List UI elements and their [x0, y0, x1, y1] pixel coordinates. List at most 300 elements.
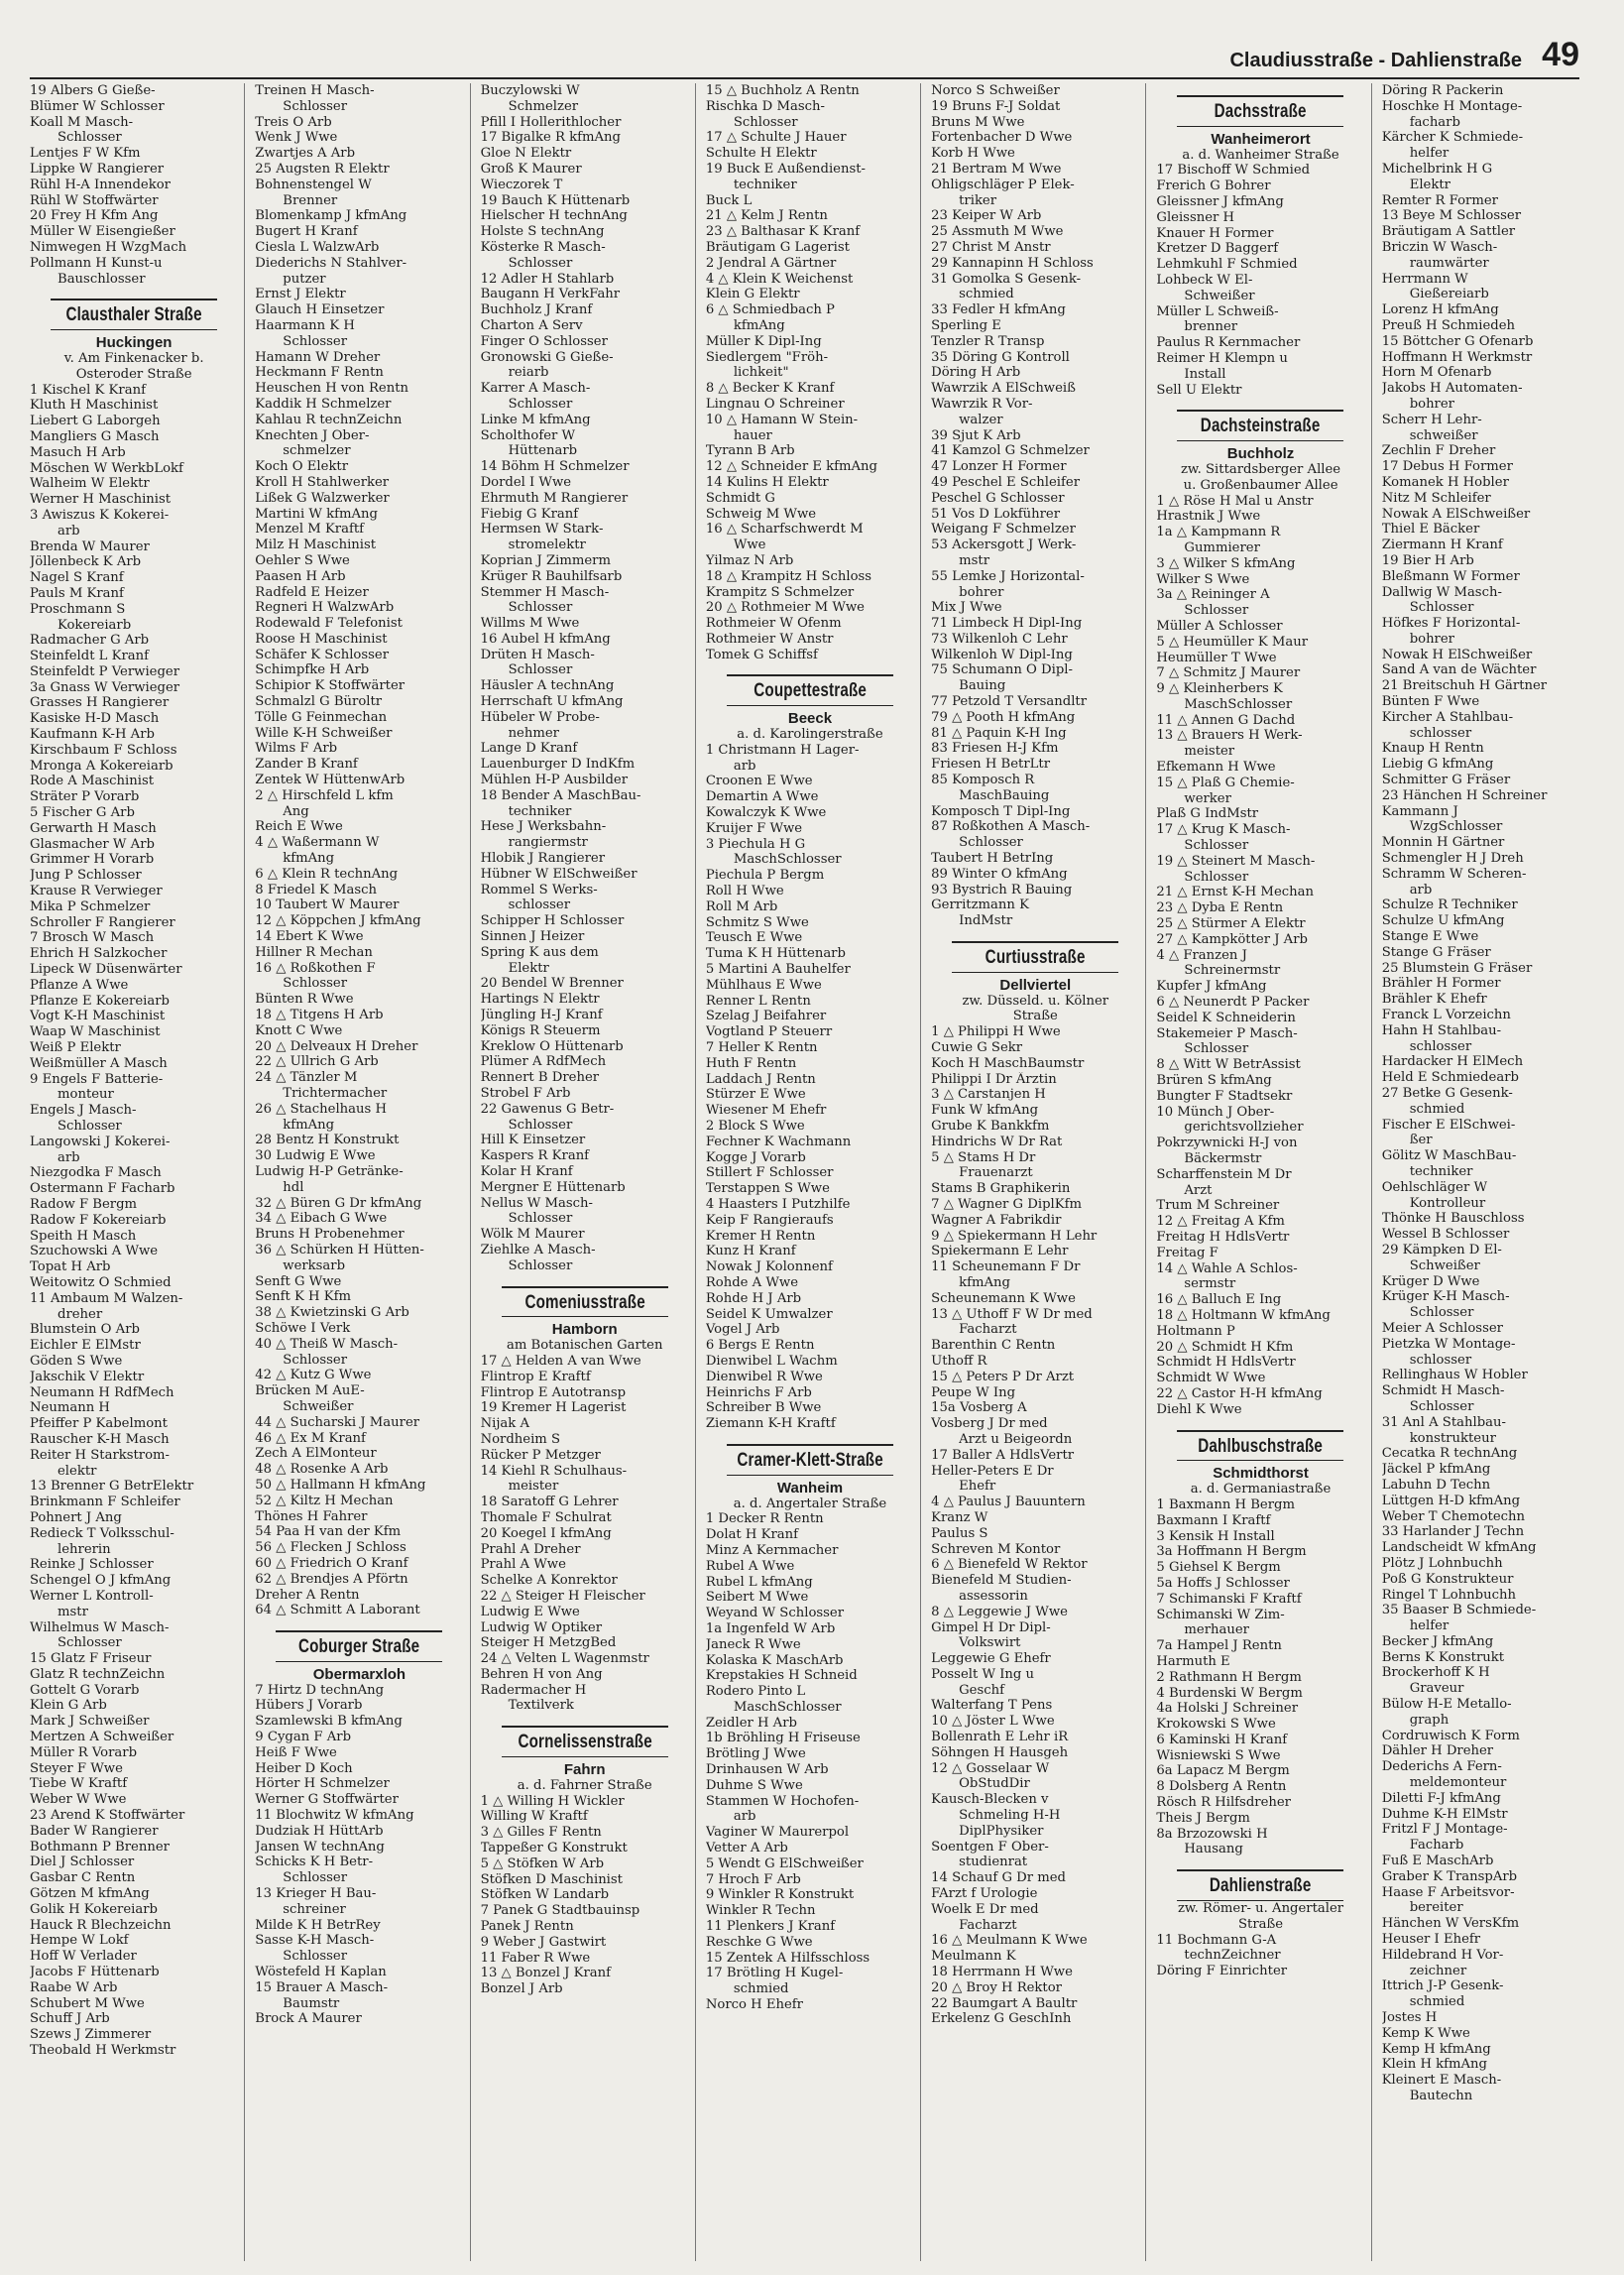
resident-entry: 89 Winter O kfmAng	[931, 866, 1068, 882]
resident-entry: Lange D Kranf	[480, 741, 578, 757]
entry-continuation: schmied	[1409, 1101, 1465, 1117]
resident-entry: Buchholz J Kranf	[480, 302, 593, 318]
entry-continuation: arb	[733, 1809, 756, 1825]
resident-entry: Walterfang T Pens	[931, 1698, 1053, 1714]
resident-entry: Jostes H	[1381, 2010, 1438, 2026]
resident-entry: 27 Christ M Anstr	[931, 239, 1051, 255]
resident-entry: Wilms F Arb	[255, 741, 338, 757]
entry-continuation: raumwärter	[1409, 255, 1489, 271]
resident-entry: Szelag J Beifahrer	[705, 1009, 827, 1024]
entry-continuation: schlosser	[1409, 1352, 1472, 1368]
resident-entry: 11 Bochmann G-A	[1156, 1932, 1277, 1948]
resident-entry: 18 Saratoff G Lehrer	[480, 1495, 619, 1510]
resident-entry: Pokrzywnicki H-J von	[1156, 1136, 1298, 1151]
resident-entry: 42 △ Kutz G Wwe	[255, 1368, 372, 1383]
entry-continuation: techniker	[508, 803, 572, 819]
resident-entry: Wölk M Maurer	[480, 1227, 585, 1243]
resident-entry: Gerritzmann K	[931, 898, 1029, 913]
resident-entry: Müller L Schweiß-	[1156, 303, 1279, 319]
resident-entry: Weyand W Schlosser	[705, 1606, 845, 1621]
resident-entry: 35 Döring G Kontroll	[931, 349, 1070, 365]
resident-entry: 14 △ Wahle A Schlos-	[1156, 1260, 1298, 1276]
resident-entry: 13 △ Uthoff F W Dr med	[931, 1306, 1093, 1322]
resident-entry: Kremer H Rentn	[705, 1228, 816, 1244]
resident-entry: 55 Lemke J Horizontal-	[931, 568, 1085, 584]
resident-entry: 71 Limbeck H Dipl-Ing	[931, 616, 1083, 632]
resident-entry: Schipior K Stoffwärter	[255, 678, 406, 694]
resident-entry: Pflanze A Wwe	[30, 977, 129, 993]
resident-entry: Radermacher H	[480, 1682, 587, 1698]
resident-entry: Tappeßer G Konstrukt	[480, 1841, 628, 1856]
resident-entry: Glauch H Einsetzer	[255, 302, 385, 318]
entry-continuation: kfmAng	[283, 1117, 335, 1133]
resident-entry: Jung P Schlosser	[30, 868, 142, 884]
resident-entry: Cuwie G Sekr	[931, 1040, 1023, 1056]
resident-entry: Gottelt G Vorarb	[30, 1682, 140, 1698]
resident-entry: Kretzer D Baggerf	[1156, 241, 1279, 257]
entry-continuation: meldemonteur	[1409, 1775, 1507, 1791]
resident-entry: 1 Baxmann H Bergm	[1156, 1497, 1295, 1512]
resident-entry: 52 △ Kiltz H Mechan	[255, 1493, 394, 1508]
resident-entry: 15a Vosberg A	[931, 1400, 1027, 1416]
resident-entry: Söhngen H Hausgeh	[931, 1744, 1069, 1760]
resident-entry: 1b Bröhling H Friseuse	[705, 1731, 861, 1746]
resident-entry: Kemp K Wwe	[1381, 2025, 1470, 2041]
resident-entry: Roll M Arb	[705, 898, 778, 914]
resident-entry: Mergner E Hüttenarb	[480, 1179, 626, 1195]
resident-entry: Landscheidt W kfmAng	[1381, 1540, 1537, 1556]
resident-entry: Sträter P Vorarb	[30, 789, 140, 805]
resident-entry: Stange E Wwe	[1381, 929, 1479, 945]
resident-entry: 3a Hoffmann H Bergm	[1156, 1544, 1307, 1560]
resident-entry: Brüren S kfmAng	[1156, 1073, 1272, 1089]
resident-entry: Rodewald F Telefonist	[255, 616, 403, 632]
resident-entry: Bünten F Wwe	[1381, 694, 1480, 710]
resident-entry: Ziemann K-H Kraftf	[705, 1416, 836, 1432]
resident-entry: Wenk J Wwe	[255, 130, 338, 146]
resident-entry: Linke M kfmAng	[480, 412, 591, 427]
resident-entry: Kircher A Stahlbau-	[1381, 709, 1514, 725]
resident-entry: Brötling J Wwe	[705, 1746, 806, 1762]
street-heading: Dahlienstraße	[1177, 1869, 1343, 1901]
resident-entry: Mühlhaus E Wwe	[705, 977, 822, 993]
resident-entry: Kirschbaum F Schloss	[30, 742, 177, 758]
entry-continuation: technZeichner	[1184, 1948, 1281, 1964]
resident-entry: 62 △ Brendjes A Pförtn	[255, 1571, 408, 1587]
resident-entry: 7 △ Wagner G DiplKfm	[931, 1196, 1082, 1212]
directory-column	[1371, 83, 1596, 2261]
entry-continuation: assessorin	[959, 1588, 1028, 1604]
resident-entry: 11 Scheunemann F Dr	[931, 1259, 1081, 1275]
resident-entry: 17 Bischoff W Schmied	[1156, 163, 1311, 179]
resident-entry: Hübers J Vorarb	[255, 1698, 363, 1714]
entry-continuation: Schlosser	[508, 396, 573, 412]
resident-entry: Pietzka W Montage-	[1381, 1336, 1516, 1352]
resident-entry: Janeck R Wwe	[705, 1636, 801, 1652]
street-location-note: Osteroder Straße	[75, 366, 192, 382]
resident-entry: Tyrann B Arb	[705, 443, 795, 459]
resident-entry: 9 Engels F Batterie-	[30, 1071, 164, 1087]
street-heading: Dachsstraße	[1177, 95, 1343, 127]
entry-continuation: bohrer	[1409, 631, 1454, 647]
resident-entry: Hardacker H ElMech	[1381, 1054, 1524, 1070]
entry-continuation: techniker	[733, 177, 797, 192]
resident-entry: Möschen W WerkbLokf	[30, 460, 183, 476]
resident-entry: Rohde A Wwe	[705, 1274, 799, 1290]
resident-entry: Schmidt G	[705, 490, 775, 506]
entry-continuation: lichkeit"	[733, 365, 789, 381]
resident-entry: Topat H Arb	[30, 1259, 111, 1275]
resident-entry: Nowak J Kolonnenf	[705, 1259, 833, 1275]
resident-entry: 21 △ Ernst K-H Mechan	[1156, 885, 1314, 900]
resident-entry: Hauck R Blechzeichn	[30, 1917, 172, 1933]
resident-entry: Erkelenz G GeschInh	[931, 2011, 1072, 2027]
resident-entry: Niezgodka F Masch	[30, 1165, 162, 1181]
resident-entry: FArzt f Urologie	[931, 1886, 1038, 1902]
resident-entry: 4 △ Franzen J	[1156, 947, 1247, 963]
resident-entry: 7 Panek G Stadtbauinsp	[480, 1903, 640, 1919]
resident-entry: 29 Kämpken D El-	[1381, 1242, 1502, 1257]
resident-entry: 31 Anl A Stahlbau-	[1381, 1414, 1506, 1430]
resident-entry: Bollenrath E Lehr iR	[931, 1730, 1069, 1745]
resident-entry: Buck L	[705, 192, 753, 208]
resident-entry: 7 △ Schmitz J Maurer	[1156, 665, 1301, 681]
resident-entry: 1 Decker R Rentn	[705, 1511, 824, 1527]
entry-continuation: Schlosser	[508, 255, 573, 271]
resident-entry: 14 Schauf G Dr med	[931, 1870, 1066, 1886]
resident-entry: 1 Kischel K Kranf	[30, 382, 146, 398]
resident-entry: Croonen E Wwe	[705, 774, 813, 789]
resident-entry: 21 Bertram M Wwe	[931, 161, 1062, 177]
resident-entry: 40 △ Theiß W Masch-	[255, 1336, 399, 1352]
street-heading: Clausthaler Straße	[51, 299, 217, 330]
entry-continuation: Arzt u Beigeordn	[959, 1431, 1073, 1447]
district-name: Obermarxloh	[312, 1665, 406, 1683]
resident-entry: Brähler H Former	[1381, 976, 1501, 992]
resident-entry: 33 Fedler H kfmAng	[931, 302, 1066, 318]
resident-entry: Ciesla L WalzwArb	[255, 239, 380, 255]
entry-continuation: schlosser	[508, 898, 571, 913]
resident-entry: Rubel A Wwe	[705, 1558, 795, 1574]
resident-entry: Stillert F Schlosser	[705, 1165, 834, 1181]
entry-continuation: DiplPhysiker	[959, 1823, 1044, 1839]
resident-entry: Kammann J	[1381, 803, 1458, 819]
resident-entry: Peschel G Schlosser	[931, 490, 1065, 506]
resident-entry: 41 Kamzol G Schmelzer	[931, 443, 1090, 459]
resident-entry: Poß G Konstrukteur	[1381, 1571, 1514, 1587]
resident-entry: 75 Schumann O Dipl-	[931, 662, 1073, 678]
resident-entry: 10 △ Jöster L Wwe	[931, 1714, 1055, 1730]
resident-entry: Krepstakies H Schneid	[705, 1668, 858, 1684]
street-location-note: a. d. Fahrner Straße	[517, 1777, 652, 1793]
resident-entry: Ohligschläger P Elek-	[931, 177, 1075, 192]
resident-entry: Pfill I Hollerithlocher	[480, 114, 622, 130]
entry-continuation: Ang	[283, 803, 309, 819]
resident-entry: 12 △ Schneider E kfmAng	[705, 459, 877, 475]
resident-entry: Bülow H-E Metallo-	[1381, 1697, 1512, 1713]
resident-entry: 17 Debus H Former	[1381, 459, 1513, 475]
resident-entry: Nowak H ElSchweißer	[1381, 647, 1533, 662]
resident-entry: Hahn H Stahlbau-	[1381, 1022, 1502, 1038]
entry-continuation: meister	[508, 1479, 559, 1495]
resident-entry: Fortenbacher D Wwe	[931, 130, 1073, 146]
resident-entry: Hese J Werksbahn-	[480, 819, 607, 835]
resident-entry: Heiber D Koch	[255, 1760, 353, 1776]
resident-entry: 6 △ Neunerdt P Packer	[1156, 995, 1310, 1011]
resident-entry: Rommel S Werks-	[480, 882, 598, 898]
resident-entry: Graber K TranspArb	[1381, 1868, 1518, 1884]
entry-continuation: elektr	[58, 1463, 97, 1479]
resident-entry: Göden S Wwe	[30, 1353, 123, 1369]
resident-entry: Kupfer J kfmAng	[1156, 979, 1267, 995]
resident-entry: Knauer H Former	[1156, 225, 1274, 241]
resident-entry: 50 △ Hallmann H kfmAng	[255, 1477, 426, 1493]
resident-entry: Ludwig H-P Getränke-	[255, 1163, 404, 1179]
resident-entry: 20 Bendel W Brenner	[480, 976, 624, 992]
resident-entry: Masuch H Arb	[30, 444, 126, 460]
entry-continuation: merhauer	[1184, 1622, 1249, 1638]
entry-continuation: Schweißer	[1409, 1257, 1480, 1273]
resident-entry: Bohnenstengel W	[255, 177, 372, 192]
resident-entry: Hempe W Lokf	[30, 1933, 129, 1949]
resident-entry: 4 Haasters I Putzhilfe	[705, 1196, 851, 1212]
resident-entry: Schimanski W Zim-	[1156, 1607, 1285, 1622]
resident-entry: Walheim W Elektr	[30, 476, 150, 492]
resident-entry: 13 Brenner G BetrElektr	[30, 1479, 194, 1495]
street-heading: Coburger Straße	[276, 1630, 442, 1662]
resident-entry: Reschke G Wwe	[705, 1934, 813, 1950]
entry-continuation: Schlosser	[508, 662, 573, 678]
resident-entry: Hoffmann H Werkmstr	[1381, 349, 1533, 365]
resident-entry: 14 Kulins H Elektr	[705, 474, 829, 490]
resident-entry: 44 △ Sucharski J Maurer	[255, 1414, 420, 1430]
resident-entry: Krüger R Bauhilfsarb	[480, 568, 623, 584]
resident-entry: 1 △ Röse H Mal u Anstr	[1156, 493, 1314, 509]
entry-continuation: Schlosser	[1409, 1305, 1474, 1321]
resident-entry: Neumann H RdfMech	[30, 1384, 174, 1400]
resident-entry: 15 △ Peters P Dr Arzt	[931, 1369, 1075, 1384]
resident-entry: 20 △ Delveaux H Dreher	[255, 1038, 418, 1054]
entry-continuation: putzer	[283, 271, 326, 287]
resident-entry: Theis J Bergm	[1156, 1810, 1250, 1826]
resident-entry: Heuser I Ehefr	[1381, 1932, 1481, 1948]
entry-continuation: Schlosser	[1184, 869, 1249, 885]
resident-entry: 3 △ Gilles F Rentn	[480, 1825, 602, 1841]
street-heading: Comeniusstraße	[502, 1286, 668, 1318]
district-name: Wanheim	[776, 1479, 844, 1497]
resident-entry: Grimmer H Vorarb	[30, 852, 155, 868]
resident-entry: Stürzer E Wwe	[705, 1087, 806, 1103]
resident-entry: Hübner W ElSchweißer	[480, 866, 638, 882]
resident-entry: 9 △ Kleinherbers K	[1156, 681, 1283, 697]
resident-entry: Hildebrand H Vor-	[1381, 1947, 1504, 1963]
entry-continuation: arb	[58, 1149, 80, 1165]
entry-continuation: arb	[58, 523, 80, 539]
resident-entry: Komanek H Hobler	[1381, 474, 1509, 490]
resident-entry: Nimwegen H WzgMach	[30, 239, 187, 255]
resident-entry: Kleinert E Masch-	[1381, 2073, 1502, 2089]
resident-entry: 1 Christmann H Lager-	[705, 742, 860, 758]
resident-entry: 18 △ Titgens H Arb	[255, 1008, 384, 1023]
resident-entry: Pflanze E Kokereiarb	[30, 993, 170, 1009]
resident-entry: Jakschik V Elektr	[30, 1369, 145, 1384]
resident-entry: 3 △ Wilker S kfmAng	[1156, 555, 1296, 571]
resident-entry: Szews J Zimmerer	[30, 2027, 152, 2043]
resident-entry: 19 Buck E Außendienst-	[705, 161, 866, 177]
resident-entry: Ludwig E Wwe	[480, 1604, 580, 1619]
resident-entry: Döring H Arb	[931, 365, 1021, 381]
resident-entry: 17 △ Schulte J Hauer	[705, 130, 847, 146]
resident-entry: Schmitter G Fräser	[1381, 773, 1511, 788]
resident-entry: Jakobs H Automaten-	[1381, 381, 1523, 397]
entry-continuation: Schlosser	[283, 976, 347, 992]
resident-entry: Kaufmann K-H Arb	[30, 727, 155, 743]
resident-entry: Taubert H BetrIng	[931, 851, 1054, 867]
street-heading: Coupettestraße	[727, 674, 893, 706]
resident-entry: Korb H Wwe	[931, 146, 1015, 162]
resident-entry: 3 △ Carstanjen H	[931, 1087, 1046, 1103]
resident-entry: Wille K-H Schweißer	[255, 725, 393, 741]
resident-entry: 10 Münch J Ober-	[1156, 1104, 1275, 1120]
entry-continuation: Elektr	[508, 960, 549, 976]
resident-entry: Treinen H Masch-	[255, 83, 375, 98]
resident-entry: Schimpfke H Arb	[255, 662, 370, 678]
entry-continuation: Hüttenarb	[508, 443, 578, 459]
resident-entry: Rode A Maschinist	[30, 774, 155, 789]
resident-entry: 25 Assmuth M Wwe	[931, 224, 1064, 240]
resident-entry: Schipper H Schlosser	[480, 913, 625, 929]
entry-continuation: Install	[1184, 366, 1226, 382]
resident-entry: Kranz W	[931, 1509, 988, 1525]
resident-entry: 2 △ Hirschfeld L kfm	[255, 787, 394, 803]
entry-continuation: Schlosser	[1184, 603, 1249, 619]
resident-entry: 31 Gomolka S Gesenk-	[931, 271, 1082, 287]
resident-entry: 7 Hirtz D technAng	[255, 1682, 385, 1698]
resident-entry: Duhme K-H ElMstr	[1381, 1806, 1508, 1822]
resident-entry: Heller-Peters E Dr	[931, 1463, 1054, 1479]
resident-entry: Herrmann W	[1381, 271, 1468, 287]
entry-continuation: Kokereiarb	[58, 617, 132, 633]
resident-entry: Kogge J Vorarb	[705, 1149, 806, 1165]
resident-entry: Dreher A Rentn	[255, 1587, 360, 1603]
resident-entry: 15 Böttcher G Ofenarb	[1381, 333, 1534, 349]
resident-entry: 16 △ Balluch E Ing	[1156, 1292, 1282, 1308]
resident-entry: Höfkes F Horizontal-	[1381, 616, 1521, 632]
entry-continuation: Gummierer	[1184, 539, 1260, 555]
resident-entry: Huth F Rentn	[705, 1055, 797, 1071]
resident-entry: 11 Ambaum M Walzen-	[30, 1290, 183, 1306]
entry-continuation: Schlosser	[58, 130, 122, 146]
resident-entry: Vosberg J Dr med	[931, 1416, 1048, 1432]
street-location-note: zw. Düsseld. u. Kölner	[962, 993, 1109, 1009]
resident-entry: Kasiske H-D Masch	[30, 711, 160, 727]
resident-entry: 27 Betke G Gesenk-	[1381, 1086, 1513, 1101]
district-name: Dellviertel	[999, 976, 1072, 994]
street-location-note: v. Am Finkenacker b.	[63, 350, 204, 366]
street-heading: Curtiusstraße	[952, 941, 1118, 973]
resident-entry: Willing W Kraftf	[480, 1809, 588, 1825]
resident-entry: 6 Kaminski H Kranf	[1156, 1732, 1288, 1747]
resident-entry: Bräutigam A Sattler	[1381, 224, 1516, 240]
resident-entry: Bugert H Kranf	[255, 224, 358, 240]
resident-entry: 14 Böhm H Schmelzer	[480, 459, 630, 475]
resident-entry: Glatz R technZeichn	[30, 1666, 166, 1682]
resident-entry: 24 △ Velten L Wagenmstr	[480, 1651, 649, 1667]
resident-entry: Diehl K Wwe	[1156, 1401, 1242, 1417]
resident-entry: Müller R Vorarb	[30, 1744, 138, 1760]
entry-continuation: stromelektr	[508, 538, 586, 553]
resident-entry: Schulze R Techniker	[1381, 898, 1518, 913]
resident-entry: Hill K Einsetzer	[480, 1133, 586, 1148]
entry-continuation: Bautechn	[1409, 2089, 1473, 2103]
entry-continuation: schmelzer	[283, 443, 351, 459]
page-number: 49	[1542, 36, 1579, 73]
resident-entry: 18 Bender A MaschBau-	[480, 787, 641, 803]
resident-entry: Senft G Wwe	[255, 1273, 342, 1289]
resident-entry: 1 △ Willing H Wickler	[480, 1793, 625, 1809]
entry-continuation: Gießereiarb	[1409, 287, 1489, 302]
resident-entry: Hoff W Verlader	[30, 1949, 137, 1965]
resident-entry: Zander B Kranf	[255, 757, 358, 773]
resident-entry: Posselt W Ing u	[931, 1666, 1035, 1682]
resident-entry: Wilhelmus W Masch-	[30, 1619, 170, 1635]
entry-continuation: Volkswirt	[959, 1635, 1021, 1651]
resident-entry: Zentek W HüttenwArb	[255, 773, 406, 788]
resident-entry: Rösch R Hilfsdreher	[1156, 1795, 1291, 1811]
resident-entry: Roose H Maschinist	[255, 631, 388, 647]
entry-continuation: graph	[1409, 1712, 1450, 1728]
resident-entry: Schelke A Konrektor	[480, 1573, 618, 1589]
resident-entry: 56 △ Flecken J Schloss	[255, 1540, 406, 1556]
entry-continuation: Schlosser	[508, 600, 573, 616]
entry-continuation: triker	[959, 192, 997, 208]
resident-entry: Schäfer K Schlosser	[255, 647, 389, 662]
street-location-note: u. Großenbaumer Allee	[1183, 477, 1338, 493]
resident-entry: Wisniewski S Wwe	[1156, 1747, 1281, 1763]
entry-continuation: Schlosser	[508, 1211, 573, 1227]
resident-entry: Lohbeck W El-	[1156, 272, 1253, 288]
directory-column	[470, 83, 695, 2261]
resident-entry: Minz A Kernmacher	[705, 1542, 839, 1558]
resident-entry: Szuchowski A Wwe	[30, 1244, 159, 1259]
resident-entry: Norco H Ehefr	[705, 1997, 803, 2013]
resident-entry: Teusch E Wwe	[705, 930, 803, 946]
resident-entry: 13 Beye M Schlosser	[1381, 208, 1522, 224]
resident-entry: Drüten H Masch-	[480, 647, 595, 662]
entry-continuation: werker	[1184, 790, 1231, 806]
resident-entry: Lehmkuhl F Schmied	[1156, 257, 1298, 273]
street-location-note: zw. Sittardsberger Allee	[1180, 461, 1341, 477]
resident-entry: Sinnen J Heizer	[480, 929, 585, 945]
resident-entry: Lipeck W Düsenwärter	[30, 962, 182, 978]
resident-entry: Paulus R Kernmacher	[1156, 335, 1301, 351]
resident-entry: 17 △ Helden A van Wwe	[480, 1353, 641, 1369]
district-name: Hamborn	[551, 1321, 618, 1339]
resident-entry: 8 △ Witt W BetrAssist	[1156, 1057, 1301, 1073]
directory-columns	[28, 83, 1596, 2261]
entry-continuation: walzer	[959, 412, 1003, 427]
resident-entry: Knechten J Ober-	[255, 427, 370, 443]
resident-entry: Heckmann F Rentn	[255, 365, 384, 381]
resident-entry: 14 Kiehl R Schulhaus-	[480, 1463, 628, 1479]
resident-entry: Proschmann S	[30, 601, 126, 617]
resident-entry: Stöfken D Maschinist	[480, 1871, 623, 1887]
resident-entry: 23 △ Balthasar K Kranf	[705, 224, 861, 240]
entry-continuation: Graveur	[1409, 1681, 1464, 1697]
resident-entry: Schmidt H Masch-	[1381, 1383, 1505, 1399]
resident-entry: Nagel S Kranf	[30, 570, 124, 586]
entry-continuation: Facharzt	[959, 1917, 1017, 1933]
